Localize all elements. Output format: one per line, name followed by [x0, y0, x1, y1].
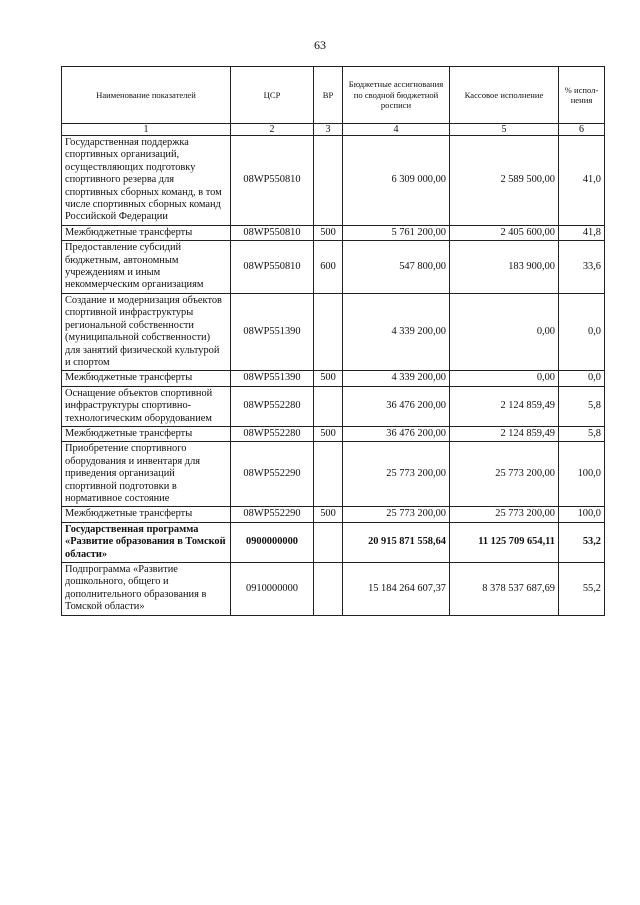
cell-percent: 0,0 [559, 371, 605, 386]
header-name: Наименование показателей [62, 67, 231, 124]
cell-name: Оснащение объектов спортивной инфраструктуры спортивно-технологическим оборудованием [62, 386, 231, 426]
cell-vr [314, 386, 343, 426]
cell-name: Приобретение спортивного оборудования и инвентаря для приведения организаций спортивной подготовки в нормативное состояние [62, 442, 231, 507]
header-cash: Кассовое исполнение [450, 67, 559, 124]
cell-budget: 25 773 200,00 [343, 442, 450, 507]
cell-cash: 2 589 500,00 [450, 136, 559, 226]
cell-name: Межбюджетные трансферты [62, 371, 231, 386]
cell-budget: 4 339 200,00 [343, 293, 450, 370]
cell-vr [314, 522, 343, 562]
cell-percent: 55,2 [559, 563, 605, 616]
cell-vr [314, 293, 343, 370]
cell-budget: 4 339 200,00 [343, 371, 450, 386]
header-percent: % испол-нения [559, 67, 605, 124]
column-number: 1 [62, 124, 231, 136]
cell-cash: 11 125 709 654,11 [450, 522, 559, 562]
cell-cash: 8 378 537 687,69 [450, 563, 559, 616]
column-number: 4 [343, 124, 450, 136]
cell-cash: 183 900,00 [450, 241, 559, 294]
table-row [62, 426, 605, 441]
table-row [62, 386, 605, 426]
table-row [62, 136, 605, 226]
column-number: 3 [314, 124, 343, 136]
cell-csr: 0900000000 [231, 522, 314, 562]
cell-percent: 100,0 [559, 507, 605, 522]
cell-csr: 08WP552290 [231, 442, 314, 507]
table-row [62, 522, 605, 562]
cell-percent: 0,0 [559, 293, 605, 370]
header-row [62, 67, 605, 124]
cell-csr: 08WP552280 [231, 386, 314, 426]
cell-csr: 08WP551390 [231, 371, 314, 386]
cell-csr: 08WP552280 [231, 426, 314, 441]
cell-csr: 08WP550810 [231, 136, 314, 226]
cell-percent: 41,0 [559, 136, 605, 226]
cell-budget: 6 309 000,00 [343, 136, 450, 226]
table-row [62, 241, 605, 294]
cell-name: Межбюджетные трансферты [62, 225, 231, 240]
cell-budget: 547 800,00 [343, 241, 450, 294]
cell-cash: 0,00 [450, 293, 559, 370]
cell-percent: 100,0 [559, 442, 605, 507]
cell-name: Подпрограмма «Развитие дошкольного, общего и дополнительного образования в Томской области» [62, 563, 231, 616]
table-row [62, 371, 605, 386]
cell-percent: 5,8 [559, 426, 605, 441]
header-csr: ЦСР [231, 67, 314, 124]
cell-csr: 08WP550810 [231, 241, 314, 294]
cell-cash: 25 773 200,00 [450, 507, 559, 522]
cell-vr [314, 442, 343, 507]
table-row [62, 293, 605, 370]
cell-vr: 500 [314, 371, 343, 386]
table-row [62, 563, 605, 616]
column-number: 6 [559, 124, 605, 136]
cell-csr: 08WP550810 [231, 225, 314, 240]
cell-vr [314, 136, 343, 226]
cell-cash: 0,00 [450, 371, 559, 386]
cell-percent: 33,6 [559, 241, 605, 294]
cell-name: Государственная программа «Развитие образования в Томской области» [62, 522, 231, 562]
cell-vr: 500 [314, 507, 343, 522]
page-number: 63 [314, 38, 326, 52]
cell-budget: 36 476 200,00 [343, 426, 450, 441]
cell-budget: 36 476 200,00 [343, 386, 450, 426]
cell-cash: 2 124 859,49 [450, 426, 559, 441]
header-vr: ВР [314, 67, 343, 124]
cell-name: Предоставление субсидий бюджетным, автономным учреждениям и иным некоммерческим организациям [62, 241, 231, 294]
table-row [62, 225, 605, 240]
cell-name: Государственная поддержка спортивных организаций, осуществляющих подготовку спортивного резерва для спортивных сборных команд, в том числе спортивных сборных команд Российской Федерации [62, 136, 231, 226]
cell-csr: 08WP552290 [231, 507, 314, 522]
cell-vr [314, 563, 343, 616]
budget-execution-table [61, 66, 605, 616]
cell-percent: 53,2 [559, 522, 605, 562]
table-row [62, 442, 605, 507]
cell-vr: 500 [314, 225, 343, 240]
cell-vr: 600 [314, 241, 343, 294]
cell-csr: 08WP551390 [231, 293, 314, 370]
cell-cash: 25 773 200,00 [450, 442, 559, 507]
cell-budget: 20 915 871 558,64 [343, 522, 450, 562]
cell-vr: 500 [314, 426, 343, 441]
cell-csr: 0910000000 [231, 563, 314, 616]
cell-percent: 41,8 [559, 225, 605, 240]
column-numbers-row [62, 124, 605, 136]
cell-budget: 5 761 200,00 [343, 225, 450, 240]
header-budget: Бюджетные ассигнования по сводной бюджетной росписи [343, 67, 450, 124]
cell-name: Создание и модернизация объектов спортивной инфраструктуры региональной собственности (муниципальной собственности) для занятий физической культурой и спортом [62, 293, 231, 370]
column-number: 5 [450, 124, 559, 136]
cell-cash: 2 124 859,49 [450, 386, 559, 426]
table-row [62, 507, 605, 522]
cell-name: Межбюджетные трансферты [62, 426, 231, 441]
cell-budget: 15 184 264 607,37 [343, 563, 450, 616]
column-number: 2 [231, 124, 314, 136]
cell-percent: 5,8 [559, 386, 605, 426]
cell-name: Межбюджетные трансферты [62, 507, 231, 522]
cell-cash: 2 405 600,00 [450, 225, 559, 240]
cell-budget: 25 773 200,00 [343, 507, 450, 522]
